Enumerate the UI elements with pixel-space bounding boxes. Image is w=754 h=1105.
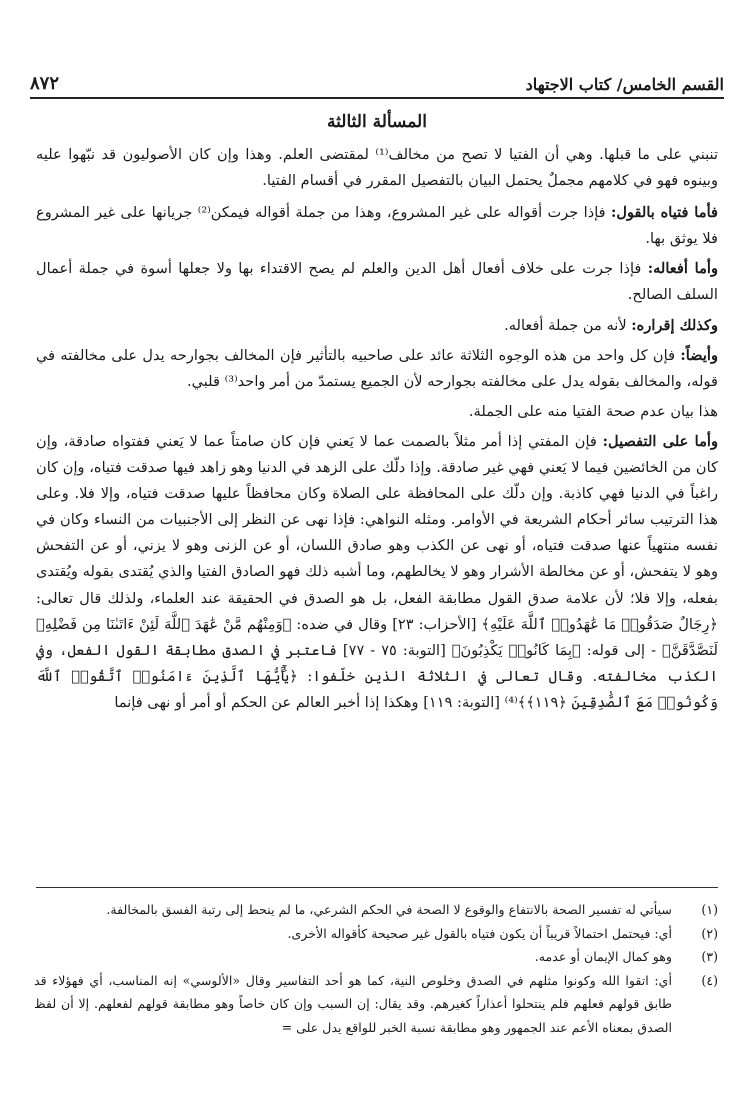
header-rule <box>30 97 724 99</box>
footnote <box>34 969 718 1040</box>
paragraph-text: فإن كل واحد من هذه الوجوه الثلاثة عائد على صاحبيه بالتأثير فإن المخالف بجوارحه يدل على مخالفته في قوله، والمخالف بقوله يدل على مخالفته بجوارحه لأن الجميع يستمدّ من أمر واحد⁽³⁾ قلبي. <box>36 346 718 390</box>
footnote <box>34 898 718 922</box>
footnote-text: أي: اتقوا الله وكونوا مثلهم في الصدق وخلوص النية، كما هو أحد التفاسير وقال «الألوسي» إنه المناسب، أي فهؤلاء قد طابق قولهم فعلهم فلم ينتحلوا أعذاراً كغيرهم. وقد يقال: إن السبب وإن كان خاصاً وهو مطابقة قولهم لفعلهم. إلا أن لفظ الصدق بمعناه الأعم عند الجمهور وهو مطابقة نسبة الخبر للواقع يدل على = <box>34 972 672 1035</box>
footnote <box>34 922 718 946</box>
footnote-text: سيأتي له تفسير الصحة بالانتفاع والوقوع لا الصحة في الحكم الشرعي، ما لم ينحط إلى رتبة الفسق بالمخالفة. <box>106 902 672 917</box>
running-title: القسم الخامس/ كتاب الاجتهاد <box>525 75 724 94</box>
footnote-number: (٣) <box>701 949 718 964</box>
paragraph-text: تنبني على ما قبلها. وهي أن الفتيا لا تصح من مخالف⁽¹⁾ لمقتضى العلم. وهذا وإن كان الأصوليون قد نبّهوا عليه وبينوه فهو في كلامهم مجملٌ يحتمل البيان بالتفصيل المقرر في أقسام الفتيا. <box>36 146 719 190</box>
paragraph <box>36 343 718 395</box>
paragraph <box>36 200 718 252</box>
paragraph <box>36 313 718 339</box>
paragraph-text: هذا بيان عدم صحة الفتيا منه على الجملة. <box>468 402 718 420</box>
paragraph-lead: وكذلك إقراره: <box>631 316 718 334</box>
paragraph-lead: وأما أفعاله: <box>647 260 719 278</box>
footnote-number: (٤) <box>701 972 718 988</box>
footnote-rule <box>36 887 718 888</box>
paragraph-text: فإذا جرت أقواله على غير المشروع، وهذا من جملة أقواله فيمكن⁽²⁾ جريانها على غير المشروع فلا يوثق بها. <box>36 204 718 248</box>
paragraph-text: فإن المفتي إذا أمر مثلاً بالصمت عما لا يَعني فإن كان صامتاً عما لا يَعني ففتواه صادقة، وإن كان من الخائضين فيما لا يَعني فهي غير صادقة. وإذا دلّك على الزهد في الدنيا وهو زاهد فيها صدقت فتياه، وإن كان راغباً في الدنيا فهي كاذبة. وإن دلّك على المحافظة على الصلاة وكان محافظاً عليها صدقت فتياه، وإلا فلا. وعلى هذا الترتيب سائر أحكام الشريعة في الأوامر. ومثله النواهي: فإذا نهى عن النظر إلى الأجنبيات من النساء وكان في نفسه منتهياً عنها صدقت فتياه، أو نهى عن الكذب وهو صادق اللسان، أو عن الزنى وهو لا يزني، أو عن التفحش وهو لا يتفحش، أو عن مخالطة الأشرار وهو لا يخالطهم، وما أشبه ذلك فهو الصادق الفتيا والذي يُقتدى بقوله ويُقتدى بفعله، وإلا فلا؛ لأن علامة صدق القول مطابقة الفعل، بل هو الصدق في الحقيقة عند العلماء، ولذلك قال تعالى: ﴿رِجَالٌ صَدَقُوا۟ مَا عَٰهَدُوا۟ ٱللَّهَ عَلَيْهِ﴾ [الأحزاب: ٢٣] وقال في ضده: ﴿وَمِنْهُم مَّنْ عَٰهَدَ ٱللَّهَ لَئِنْ ءَاتَىٰنَا مِن فَضْلِهِۦ لَنَصَّدَّقَنَّ﴾ - إلى قوله: ﴿بِمَا كَانُوا۟ يَكْذِبُونَ﴾ [التوبة: ٧٥ - ٧٧] فاعتبر في الصدق مطابقة القول الفعل، وفي الكذب مخالفته. وقال تعالى في الثلاثة الذين خلّفوا: ﴿يَٰٓأَيُّهَا ٱلَّذِينَ ءَامَنُوا۟ ٱتَّقُوا۟ ٱللَّهَ وَكُونُوا۟ مَعَ ٱلصَّٰدِقِينَ ﴿١١٩﴾﴾⁽⁴⁾ [التوبة: ١١٩] وهكذا إذا أخبر العالم عن الحكم أو أمر أو نهى فإنما <box>36 432 718 711</box>
footnote-text: أي: فيحتمل احتمالاً قريباً أن يكون فتياه بالقول غير صحيحة كأقواله الأخرى. <box>287 925 672 941</box>
footnote-number: (٢) <box>701 925 718 941</box>
page-header <box>30 66 724 94</box>
footnotes <box>34 898 718 1039</box>
paragraph <box>36 399 718 425</box>
section-title: المسألة الثالثة <box>327 112 427 132</box>
paragraph-text: فإذا جرت على خلاف أفعال أهل الدين والعلم لم يصح الاقتداء بها ولا جعلها أسوة في جملة أعمال السلف الصالح. <box>36 260 718 304</box>
paragraph <box>36 142 718 194</box>
paragraph-lead: فأما فتياه بالقول: <box>610 204 718 222</box>
page-number: ٨٧٢ <box>30 73 60 94</box>
paragraph <box>36 256 718 308</box>
footnote-text: وهو كمال الإيمان أو عدمه. <box>534 949 672 964</box>
paragraph-text: لأنه من جملة أفعاله. <box>504 316 632 334</box>
body-text <box>36 142 718 720</box>
paragraph-lead: وأما على التفصيل: <box>602 432 718 450</box>
paragraph-lead: وأيضاً: <box>680 346 718 364</box>
paragraph <box>36 429 718 716</box>
footnote-number: (١) <box>701 902 718 917</box>
footnote <box>34 945 718 969</box>
